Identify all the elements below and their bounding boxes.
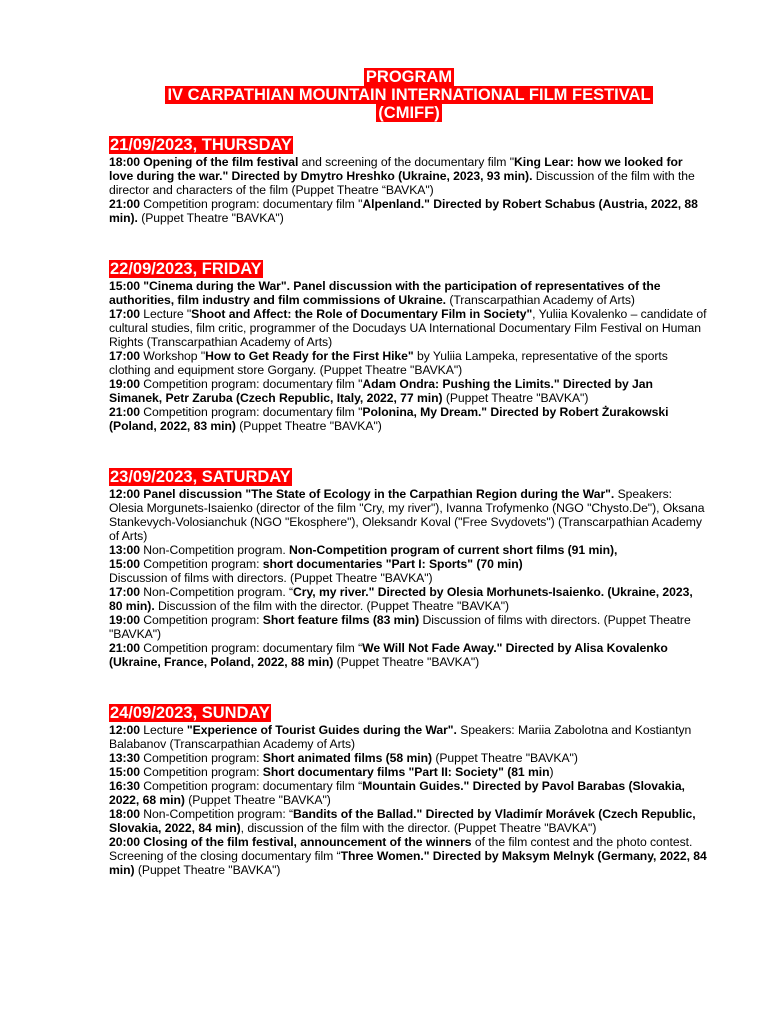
event-text: (Puppet Theatre "BAVKA") <box>442 391 589 405</box>
event-text: Competition program: documentary film “ <box>139 779 363 793</box>
event-entry <box>109 349 709 377</box>
event-text: Speakers: Olesia Morgunets-Isaienko (director of the film "Cry, my river"), Ivanna Trofymenko (NGO "Chysto.De"), Oksana Stankevych-Volosianchuk (NGO "Ekosphere"), Oleksandr Koval ("Free Svydovets") (Transcarpathian Academy of Arts) <box>109 487 705 543</box>
event-text: (Puppet Theatre "BAVKA") <box>137 211 284 225</box>
event-text-bold: Cry, my river." Directed by Olesia Morhunets-Isaienko. (Ukraine, 2023, 80 min). <box>109 585 693 613</box>
event-entry <box>109 765 709 779</box>
title-line-3: (CMIFF) <box>378 104 440 122</box>
event-text-bold: Shoot and Affect: the Role of Documentary Film in Society" <box>191 307 533 321</box>
event-text-bold: 17:00 <box>109 349 140 363</box>
event-entry <box>109 377 709 405</box>
event-entry <box>109 197 709 225</box>
event-text: Discussion of films with directors. (Puppet Theatre "BAVKA") <box>109 571 433 585</box>
event-text-bold: 21:00 <box>109 641 140 655</box>
event-text: (Puppet Theatre "BAVKA") <box>333 655 480 669</box>
program-document <box>109 68 709 877</box>
title-line-2: IV CARPATHIAN MOUNTAIN INTERNATIONAL FILM FESTIVAL <box>167 86 651 104</box>
event-text-bold: Mountain Guides." Directed by Pavol Barabas (Slovakia, 2022, 68 min) <box>109 779 685 807</box>
event-entry <box>109 807 709 835</box>
event-entry <box>109 751 709 765</box>
event-text: Competition program: <box>139 613 263 627</box>
event-text: Non-Competition program. <box>139 543 289 557</box>
event-entry <box>109 487 709 543</box>
event-text: Discussion of films with directors. (Puppet Theatre "BAVKA") <box>109 613 691 641</box>
event-text-bold: 17:00 <box>109 307 140 321</box>
event-text-bold: We Will Not Fade Away." Directed by Alisa Kovalenko (Ukraine, France, Poland, 2022, 88 min) <box>109 641 668 669</box>
event-list <box>109 155 709 225</box>
event-entry <box>109 641 709 669</box>
event-text-bold: 19:00 <box>109 613 140 627</box>
event-text: ) <box>549 765 554 779</box>
event-text-bold: Short feature films (83 min) <box>262 613 420 627</box>
event-text-bold: 21:00 <box>109 405 140 419</box>
event-text-bold: Non-Competition program of current short films (91 min), <box>289 543 618 557</box>
event-text: (Puppet Theatre "BAVKA") <box>235 419 382 433</box>
day-section-saturday <box>109 468 709 669</box>
day-section-friday <box>109 260 709 433</box>
event-entry <box>109 307 709 349</box>
event-text: Non-Competition program. “ <box>139 585 294 599</box>
event-text: Competition program: documentary film " <box>139 405 363 419</box>
event-text-bold: 15:00 <box>109 557 140 571</box>
event-text: Competition program: <box>139 557 263 571</box>
event-text: (Transcarpathian Academy of Arts) <box>446 293 635 307</box>
event-text-bold: 20:00 Closing of the film festival, announcement of the winners <box>109 835 472 849</box>
event-text-bold: 16:30 <box>109 779 140 793</box>
event-entry <box>109 405 709 433</box>
event-list <box>109 279 709 433</box>
event-text: Discussion of the film with the director. (Puppet Theatre "BAVKA") <box>154 599 510 613</box>
event-text: Competition program: <box>139 751 263 765</box>
event-text: Lecture <box>139 723 187 737</box>
day-header: 24/09/2023, SUNDAY <box>110 704 270 722</box>
event-text: Non-Competition program: “ <box>139 807 294 821</box>
event-entry <box>109 543 709 557</box>
event-entry <box>109 585 709 613</box>
event-text-bold: Short documentary films "Part II: Society" (81 min <box>262 765 550 779</box>
event-text: , Yuliia Kovalenko – candidate of cultural studies, film critic, programmer of the Docudays UA International Documentary Film Festival on Human Rights (Transcarpathian Academy of Arts) <box>109 307 707 349</box>
event-text: Lecture " <box>139 307 192 321</box>
event-text-bold: 17:00 <box>109 585 140 599</box>
event-entry <box>109 779 709 807</box>
event-text-bold: 19:00 <box>109 377 140 391</box>
event-text: Speakers: Mariia Zabolotna and Kostiantyn Balabanov (Transcarpathian Academy of Arts) <box>109 723 692 751</box>
event-entry <box>109 723 709 751</box>
day-header: 21/09/2023, THURSDAY <box>110 136 292 154</box>
event-text-bold: Short animated films (58 min) <box>262 751 432 765</box>
event-text-bold: Alpenland." Directed by Robert Schabus (Austria, 2022, 88 min). <box>109 197 698 225</box>
event-text-bold: 12:00 Panel discussion "The State of Ecology in the Carpathian Region during the War". <box>109 487 615 501</box>
event-text-bold: How to Get Ready for the First Hike" <box>205 349 414 363</box>
event-text-bold: 18:00 <box>109 807 140 821</box>
day-section-thursday <box>109 136 709 225</box>
event-text: Discussion of the film with the director and characters of the film (Puppet Theatre “BAVKA") <box>109 169 695 197</box>
event-text-bold: 15:00 <box>109 765 140 779</box>
event-entry <box>109 557 709 585</box>
event-text: and screening of the documentary film " <box>298 155 515 169</box>
event-text: Competition program: <box>139 765 263 779</box>
event-text-bold: Polonina, My Dream." Directed by Robert Żurakowski (Poland, 2022, 83 min) <box>109 405 669 433</box>
day-header: 22/09/2023, FRIDAY <box>110 260 262 278</box>
event-text: , discussion of the film with the director. (Puppet Theatre "BAVKA") <box>240 821 597 835</box>
event-text-bold: 12:00 <box>109 723 140 737</box>
program-title <box>109 68 709 122</box>
event-text-bold: 13:00 <box>109 543 140 557</box>
event-text: Competition program: documentary film " <box>139 377 363 391</box>
event-text: (Puppet Theatre "BAVKA") <box>184 793 331 807</box>
event-entry <box>109 155 709 197</box>
event-text: by Yuliia Lampeka, representative of the sports clothing and equipment store Gorgany. (Puppet Theatre "BAVKA") <box>109 349 668 377</box>
event-text-bold: Bandits of the Ballad." Directed by Vladimír Morávek (Czech Republic, Slovakia, 2022, 84 min) <box>109 807 696 835</box>
event-entry <box>109 613 709 641</box>
event-text-bold: short documentaries "Part I: Sports" (70 min) <box>262 557 523 571</box>
event-text: of the film contest and the photo contest. Screening of the closing documentary film “ <box>109 835 693 863</box>
event-text-bold: 21:00 <box>109 197 140 211</box>
event-text: Competition program: documentary film " <box>139 197 363 211</box>
event-text-bold: Three Women." Directed by Maksym Melnyk (Germany, 2022, 84 min) <box>109 849 707 877</box>
event-list <box>109 487 709 669</box>
event-text-bold: Adam Ondra: Pushing the Limits." Directed by Jan Simanek, Petr Zaruba (Czech Republic, Italy, 2022, 77 min) <box>109 377 653 405</box>
event-text-bold: King Lear: how we looked for love during the war." Directed by Dmytro Hreshko (Ukraine, 2023, 93 min). <box>109 155 683 183</box>
event-text: Workshop " <box>139 349 206 363</box>
event-text-bold: 15:00 "Cinema during the War". Panel discussion with the participation of representatives of the authorities, film industry and film commissions of Ukraine. <box>109 279 661 307</box>
event-entry <box>109 279 709 307</box>
event-text-bold: 13:30 <box>109 751 140 765</box>
event-text: Competition program: documentary film “ <box>139 641 363 655</box>
day-header: 23/09/2023, SATURDAY <box>110 468 291 486</box>
event-text-bold: 18:00 Opening of the film festival <box>109 155 299 169</box>
event-text-bold: "Experience of Tourist Guides during the War". <box>186 723 457 737</box>
event-text: (Puppet Theatre "BAVKA") <box>134 863 281 877</box>
day-section-sunday <box>109 704 709 877</box>
event-list <box>109 723 709 877</box>
event-text: (Puppet Theatre "BAVKA") <box>432 751 578 765</box>
event-entry <box>109 835 709 877</box>
title-line-1: PROGRAM <box>365 68 453 86</box>
